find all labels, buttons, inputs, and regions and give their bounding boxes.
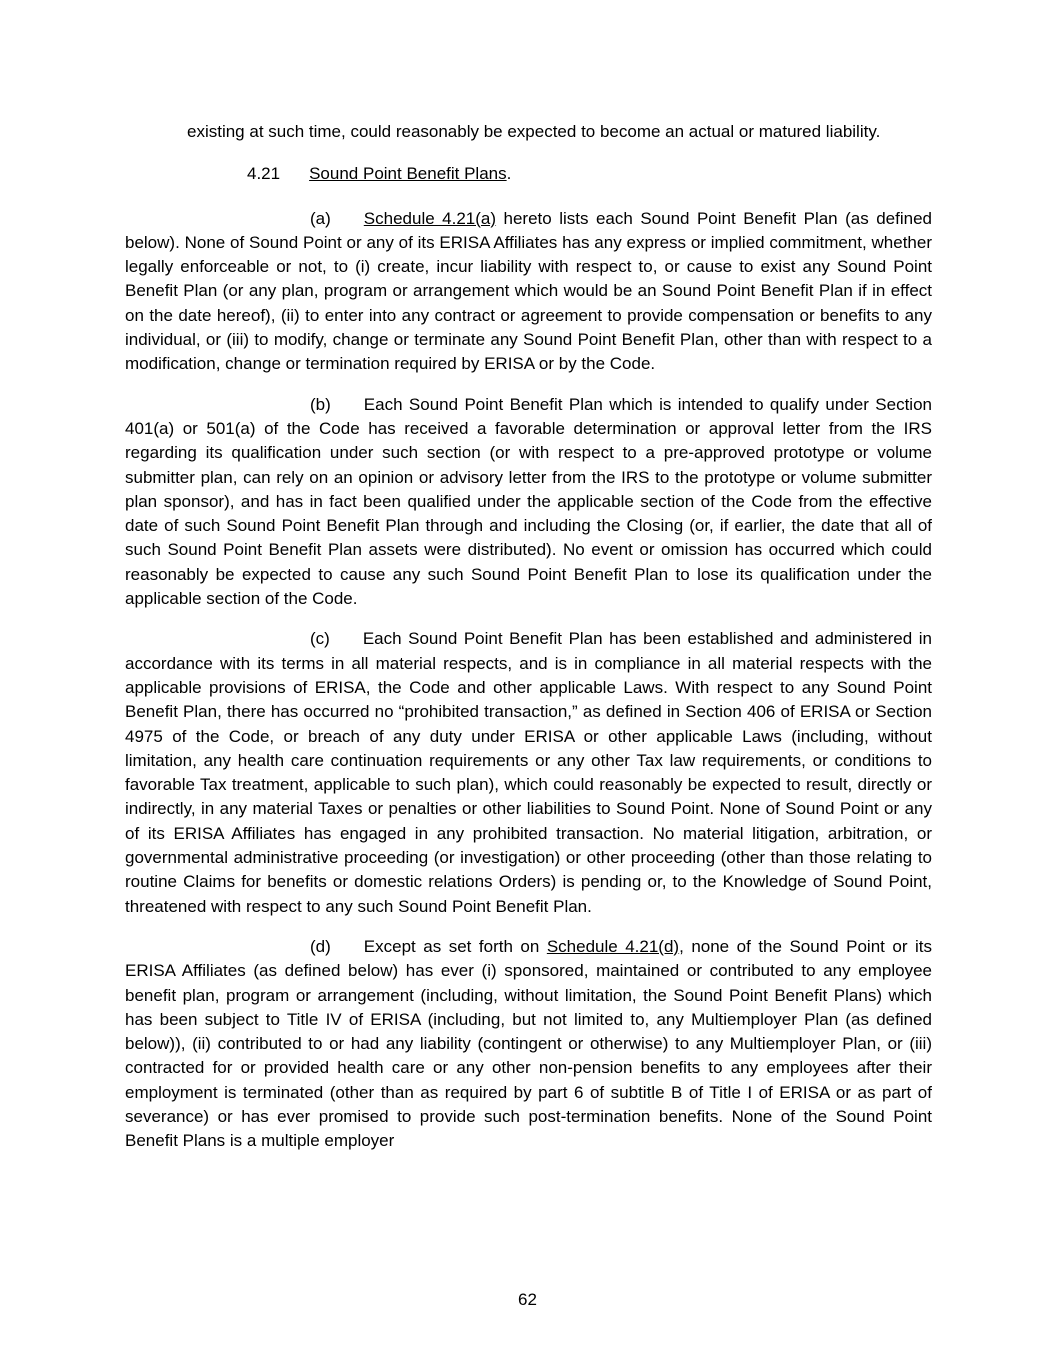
section-title: Sound Point Benefit Plans — [309, 164, 507, 184]
paragraph-b — [125, 393, 932, 612]
paragraph-b-pre: Each Sound Point Benefit Plan which is intended to qualify under Section 401(a) or 501(a) of the Code has received a favorable determination or approval letter from the IRS regarding its qualification under such section (or with respect to a pre-approved prototype or volume submitter plan, can rely on an opinion or advisory letter from the IRS to the prototype or volume submitter plan sponsor), and has in fact been qualified under the applicable section of the Code from the effective date of such Sound Point Benefit Plan through and including the Closing (or, if earlier, the date that all of such Sound Point Benefit Plan assets were distributed). No event or omission has occurred which could reasonably be expected to cause any such Sound Point Benefit Plan to lose its qualification under the applicable section of the Code. — [125, 394, 932, 609]
paragraph-d-post: , none of the Sound Point or its ERISA Affiliates (as defined below) has ever (i) sponsored, maintained or contributed to any employee benefit plan, program or arrangement (including, without limitation, the Sound Point Benefit Plans) which has been subject to Title IV of ERISA (including, but not limited to, any Multiemployer Plan (as defined below)), (ii) contributed to or had any liability (contingent or otherwise) to any Multiemployer Plan, or (iii) contracted for or provided health care or any other non-pension benefits to any employees after their employment is terminated (other than as required by part 6 of subtitle B of Title I of ERISA or as part of severance) or has ever promised to provide such post-termination benefits. None of the Sound Point Benefit Plans is a multiple employer — [125, 936, 932, 1151]
paragraph-a-label: (a) — [310, 208, 331, 228]
schedule-reference: Schedule 4.21(d) — [546, 936, 680, 956]
paragraph-d-pre: Except as set forth on — [363, 936, 547, 956]
paragraph-c-label: (c) — [310, 629, 330, 649]
paragraph-a-post: hereto lists each Sound Point Benefit Plan (as defined below). None of Sound Point or any of its ERISA Affiliates has any express or implied commitment, whether legally enforceable or not, to (i) create, incur liability with respect to, or cause to exist any Sound Point Benefit Plan (or any plan, program or arrangement which would be an Sound Point Benefit Plan if in effect on the date hereof), (ii) to enter into any contract or agreement to provide compensation or benefits to any individual, or (iii) to modify, change or terminate any Sound Point Benefit Plan, other than with respect to a modification, change or termination required by ERISA or by the Code. — [125, 208, 932, 374]
continuation-text: existing at such time, could reasonably be expected to become an actual or matured liability. — [187, 122, 881, 141]
paragraph-a — [125, 207, 932, 377]
page-number: 62 — [518, 1290, 537, 1309]
section-number: 4.21 — [247, 164, 281, 184]
section-title-period: . — [506, 164, 512, 184]
paragraph-d — [125, 935, 932, 1154]
paragraph-b-label: (b) — [310, 394, 331, 414]
section-heading — [125, 162, 932, 186]
paragraph-c — [125, 627, 932, 919]
schedule-reference: Schedule 4.21(a) — [363, 208, 497, 228]
paragraph-c-pre: Each Sound Point Benefit Plan has been established and administered in accordance with its terms in all material respects, and is in compliance in all material respects with the applicable provisions of ERISA, the Code and other applicable Laws. With respect to any Sound Point Benefit Plan, there has occurred no “prohibited transaction,” as defined in Section 406 of ERISA or Section 4975 of the Code, or breach of any duty under ERISA or other applicable Laws (including, without limitation, any health care continuation requirements or any other Tax law requirements, or conditions to favorable Tax treatment, applicable to such plan), which could reasonably be expected to result, directly or indirectly, in any material Taxes or penalties or other liabilities to Sound Point. None of Sound Point or any of its ERISA Affiliates has engaged in any prohibited transaction. No material litigation, arbitration, or governmental administrative proceeding (or investigation) or other proceeding (other than those relating to routine Claims for benefits or domestic relations Orders) is pending or, to the Knowledge of Sound Point, threatened with respect to any such Sound Point Benefit Plan. — [125, 629, 932, 916]
continuation-paragraph — [187, 120, 932, 144]
paragraph-d-label: (d) — [310, 936, 331, 956]
